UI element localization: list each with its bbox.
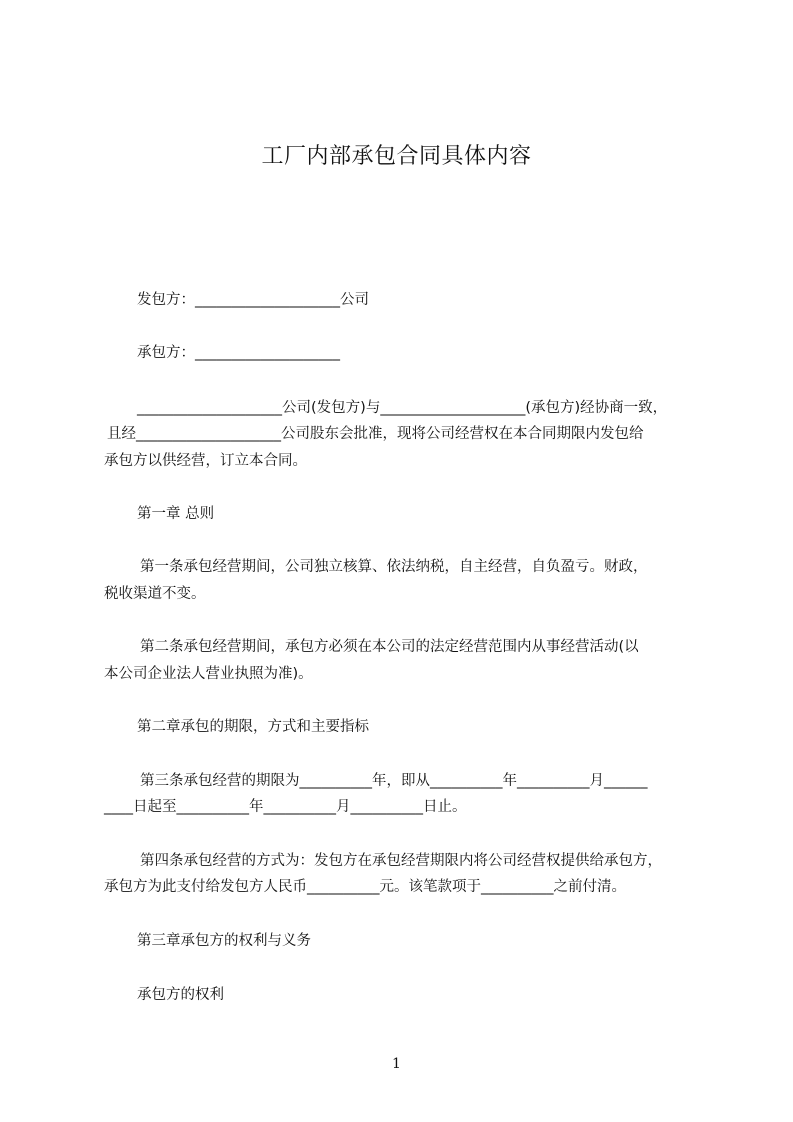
preamble-line-2: 且经____________________公司股东会批准，现将公司经营权在本合同期限内发包给 [107,426,644,442]
article-4-line-2: 承包方为此支付给发包方人民币__________元。该笔款项于__________之前付清。 [104,879,626,895]
party-b-line: 承包方：____________________ [137,345,340,361]
article-4-line-1: 第四条承包经营的方式为：发包方在承包经营期限内将公司经营权提供给承包方， [140,853,662,869]
party-a-line: 发包方：____________________公司 [137,292,369,308]
article-1-line-2: 税收渠道不变。 [104,586,206,602]
article-1-line-1: 第一条承包经营期间，公司独立核算、依法纳税，自主经营，自负盈亏。财政， [140,559,648,575]
article-2-line-1: 第二条承包经营期间，承包方必须在本公司的法定经营范围内从事经营活动(以 [140,639,639,655]
chapter-2-heading: 第二章承包的期限，方式和主要指标 [137,719,369,735]
chapter-3-heading: 第三章承包方的权利与义务 [137,933,311,949]
preamble-line-3: 承包方以供经营，订立本合同。 [104,453,307,469]
document-title: 工厂内部承包合同具体内容 [261,144,532,169]
article-2-line-2: 本公司企业法人营业执照为准)。 [104,666,313,682]
page-number: 1 [392,1056,401,1072]
article-3-line-2: ____日起至__________年__________月__________日止。 [104,799,467,815]
article-3-line-1: 第三条承包经营的期限为__________年，即从__________年__________月______ [140,773,648,789]
chapter-1-heading: 第一章 总则 [137,506,215,522]
contractor-rights-heading: 承包方的权利 [137,987,224,1003]
preamble-line-1: ____________________公司(发包方)与____________________(承包方)经协商一致， [137,400,668,416]
